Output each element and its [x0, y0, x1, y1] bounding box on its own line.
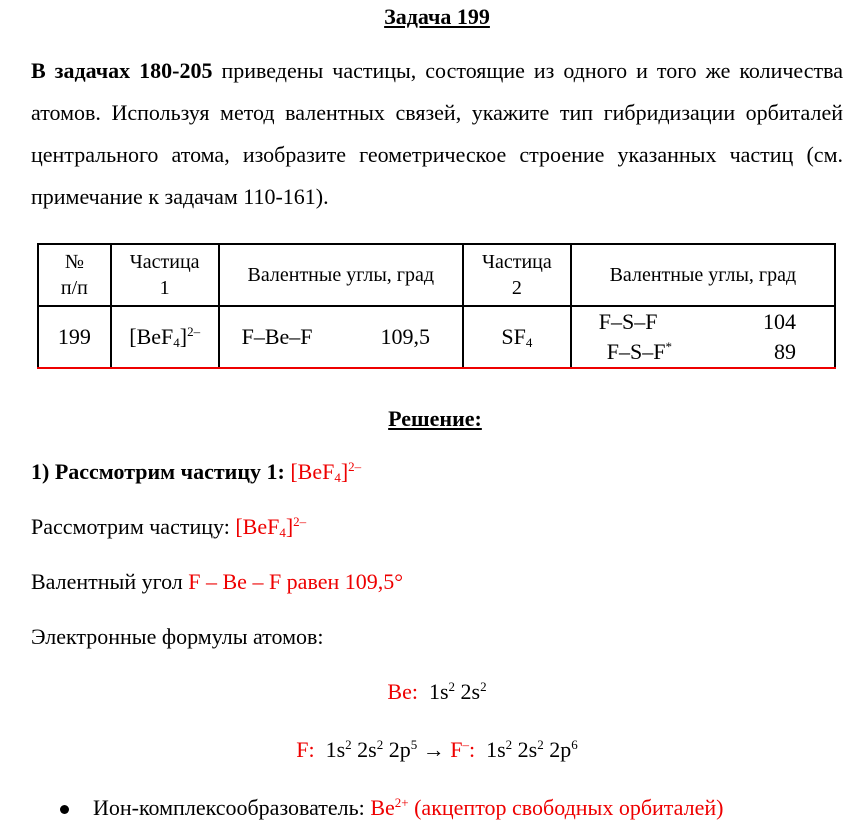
particle-formula: $[BeF_4]^{2-}$ — [235, 514, 307, 540]
particles-table — [37, 243, 836, 369]
header-number: № п/п — [38, 244, 111, 306]
row-number: 199 — [38, 306, 111, 368]
particle-2-formula: $SF_4$ — [463, 306, 571, 368]
be-electron-formula: Be: $1s^2$ $2s^2$ — [387, 679, 487, 704]
task-statement — [31, 50, 843, 218]
complexing-ion-bullet: Ион-комплексообразователь: $Be^{2+}$ (акцептор свободных орбиталей) — [60, 795, 723, 821]
bond-angle-label: F–S–F* — [606, 339, 672, 364]
task-title: Задача 199 — [384, 4, 490, 29]
valence-angle-line: Валентный угол F – Be – F равен 109,5° — [31, 569, 404, 594]
f-electron-formula: F: $1s^2$ $2s^2$ $2p^5 \to F^-$: $1s^2$ $2s^2$ $2p^6$ — [296, 737, 578, 762]
particle-2-angles — [571, 306, 835, 368]
bond-angle-value: 109,5 — [380, 324, 430, 349]
red-underline — [37, 367, 836, 369]
task-range: В задачах 180-205 — [31, 58, 213, 83]
header-particle-2: Частица 2 — [463, 244, 571, 306]
header-angles-2: Валентные углы, град — [571, 244, 835, 306]
task-text: приведены частицы, состоящие из одного и того же количества атомов. Используя метод валентных связей, укажите тип гибридизации орбиталей центрального атома, изобразите геометрическое строение указанных частиц (см. примечание к задачам 110-161). — [31, 58, 843, 209]
bond-angle-label: F–Be–F — [241, 324, 313, 349]
particle-1-formula: $[BeF_4]^{2-}$ — [111, 306, 219, 368]
header-angles-1: Валентные углы, град — [219, 244, 463, 306]
table-header-row — [38, 244, 835, 306]
consider-particle-line: Рассмотрим частицу: $[BeF_4]^{2-}$ — [31, 514, 307, 540]
step-1-heading: 1) Рассмотрим частицу 1: $[BeF_4]^{2-}$ — [31, 459, 362, 485]
particle-1-angles — [219, 306, 463, 368]
table-row — [38, 306, 835, 368]
bond-angle-value: 89 — [774, 339, 796, 364]
bond-angle-value: 104 — [763, 309, 796, 334]
electron-formulas-heading: Электронные формулы атомов: — [31, 624, 324, 649]
header-particle-1: Частица 1 — [111, 244, 219, 306]
solution-heading: Решение: — [388, 406, 482, 431]
bond-angle-label: F–S–F — [598, 309, 658, 334]
particle-formula: $[BeF_4]^{2-}$ — [290, 459, 362, 485]
bullet-icon — [60, 805, 69, 814]
arrow-icon: → — [422, 737, 445, 762]
